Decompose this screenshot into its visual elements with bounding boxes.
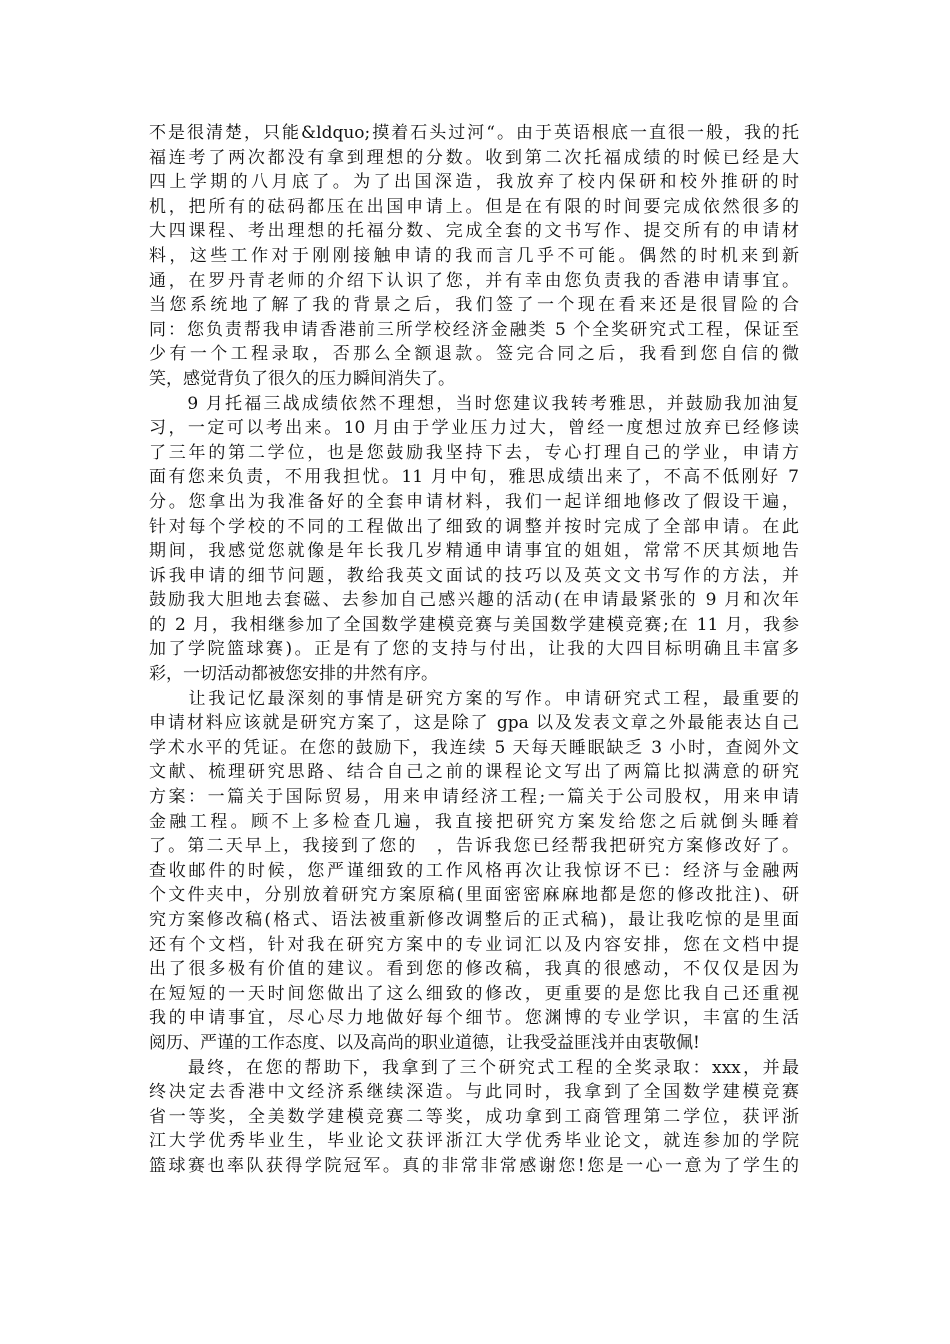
text-line: 少有一个工程录取，否那么全额退款。签完合同之后，我看到您自信的微	[149, 344, 799, 365]
text-line: 当您系统地了解了我的背景之后，我们签了一个现在看来还是很冒险的合	[149, 295, 799, 316]
text-line: 终决定去香港中文经济系继续深造。与此同时，我拿到了全国数学建模竞赛	[149, 1082, 799, 1103]
paragraph-1	[149, 121, 799, 392]
text-line: 最终，在您的帮助下，我拿到了三个研究式工程的全奖录取：xxx，并最	[149, 1057, 799, 1078]
text-line: 我的申请事宜，尽心尽力地做好每个细节。您渊博的专业学识，丰富的生活	[149, 1008, 799, 1029]
text-line: 个文件夹中，分别放着研究方案原稿(里面密密麻麻地都是您的修改批注)、研	[149, 885, 799, 906]
text-line: 了。第二天早上，我接到了您的 ，告诉我您已经帮我把研究方案修改好了。	[149, 836, 799, 857]
text-line: 面有您来负责，不用我担忧。11 月中旬，雅思成绩出来了，不高不低刚好 7	[149, 467, 799, 488]
text-line: 江大学优秀毕业生，毕业论文获评浙江大学优秀毕业论文，就连参加的学院	[149, 1131, 799, 1152]
text-line: 学术水平的凭证。在您的鼓励下，我连续 5 天每天睡眠缺乏 3 小时，查阅外文	[149, 737, 799, 758]
text-line: 针对每个学校的不同的工程做出了细致的调整并按时完成了全部申请。在此	[149, 516, 799, 537]
text-line: 鼓励我大胆地去套磁、去参加自己感兴趣的活动(在申请最紧张的 9 月和次年	[149, 590, 799, 611]
text-line: 出了很多极有价值的建议。看到您的修改稿，我真的很感动，不仅仅是因为	[149, 959, 799, 980]
paragraph-4	[149, 1056, 799, 1179]
text-line: 分。您拿出为我准备好的全套申请材料，我们一起详细地修改了假设干遍，	[149, 491, 799, 512]
text-line: 申请材料应该就是研究方案了，这是除了 gpa 以及发表文章之外最能表达自己	[149, 713, 799, 734]
text-line: 大四课程、考出理想的托福分数、完成全套的文书写作、提交所有的申请材	[149, 221, 799, 242]
text-line: 同：您负责帮我申请香港前三所学校经济金融类 5 个全奖研究式工程，保证至	[149, 319, 799, 340]
text-line: 料，这些工作对于刚刚接触申请的我而言几乎不可能。偶然的时机来到新	[149, 245, 799, 266]
text-line: 机，把所有的砝码都压在出国申请上。但是在有限的时间要完成依然很多的	[149, 196, 799, 217]
text-line: 让我记忆最深刻的事情是研究方案的写作。申请研究式工程，最重要的	[149, 688, 799, 709]
text-line: 方案：一篇关于国际贸易，用来申请经济工程;一篇关于公司股权，用来申请	[149, 787, 799, 808]
text-line: 不是很清楚，只能&ldquo;摸着石头过河“。由于英语根底一直很一般，我的托	[149, 123, 799, 143]
text-line: 查收邮件的时候，您严谨细致的工作风格再次让我惊讶不已：经济与金融两	[149, 860, 799, 881]
text-line: 四上学期的八月底了。为了出国深造，我放弃了校内保研和校外推研的时	[149, 172, 799, 193]
text-line: 省一等奖，全美数学建模竞赛二等奖，成功拿到工商管理第二学位，获评浙	[149, 1106, 799, 1127]
text-line: 究方案修改稿(格式、语法被重新修改调整后的正式稿)，最让我吃惊的是里面	[149, 910, 799, 930]
text-line: 笑，感觉背负了很久的压力瞬间消失了。	[149, 368, 455, 389]
text-line: 9 月托福三战成绩依然不理想，当时您建议我转考雅思，并鼓励我加油复	[149, 393, 799, 414]
text-line: 文献、梳理研究思路、结合自己之前的课程论文写出了两篇比拟满意的研究	[149, 762, 799, 783]
text-line: 篮球赛也率队获得学院冠军。真的非常非常感谢您!您是一心一意为了学生的	[149, 1155, 799, 1176]
text-line: 习，一定可以考出来。10 月由于学业压力过大，曾经一度想过放弃已经修读	[149, 418, 799, 439]
text-line: 了三年的第二学位，也是您鼓励我坚持下去，专心打理自己的学业，申请方	[149, 442, 799, 463]
text-line: 金融工程。顾不上多检查几遍，我直接把研究方案发给您之后就倒头睡着	[149, 811, 799, 832]
text-line: 加了学院篮球赛)。正是有了您的支持与付出，让我的大四目标明确且丰富多	[149, 639, 799, 660]
letter-body	[149, 121, 799, 1179]
text-line: 还有个文档，针对我在研究方案中的专业词汇以及内容安排，您在文档中提	[149, 934, 799, 955]
text-line: 期间，我感觉您就像是年长我几岁精通申请事宜的姐姐，常常不厌其烦地告	[149, 541, 799, 562]
text-line: 阅历、严谨的工作态度、以及高尚的职业道德，让我受益匪浅并由衷敬佩!	[149, 1032, 700, 1053]
text-line: 诉我申请的细节问题，教给我英文面试的技巧以及英文文书写作的方法，并	[149, 565, 799, 586]
text-line: 福连考了两次都没有拿到理想的分数。收到第二次托福成绩的时候已经是大	[149, 147, 799, 168]
text-line: 通，在罗丹青老师的介绍下认识了您，并有幸由您负责我的香港申请事宜。	[149, 270, 799, 291]
text-line: 在短短的一天时间您做出了这么细致的修改，更重要的是您比我自己还重视	[149, 983, 799, 1004]
paragraph-3	[149, 687, 799, 1056]
text-line: 彩，一切活动都被您安排的井然有序。	[149, 664, 438, 685]
text-line: 的 2 月，我相继参加了全国数学建模竞赛与美国数学建模竞赛;在 11 月，我参	[149, 614, 799, 635]
paragraph-2	[149, 392, 799, 687]
